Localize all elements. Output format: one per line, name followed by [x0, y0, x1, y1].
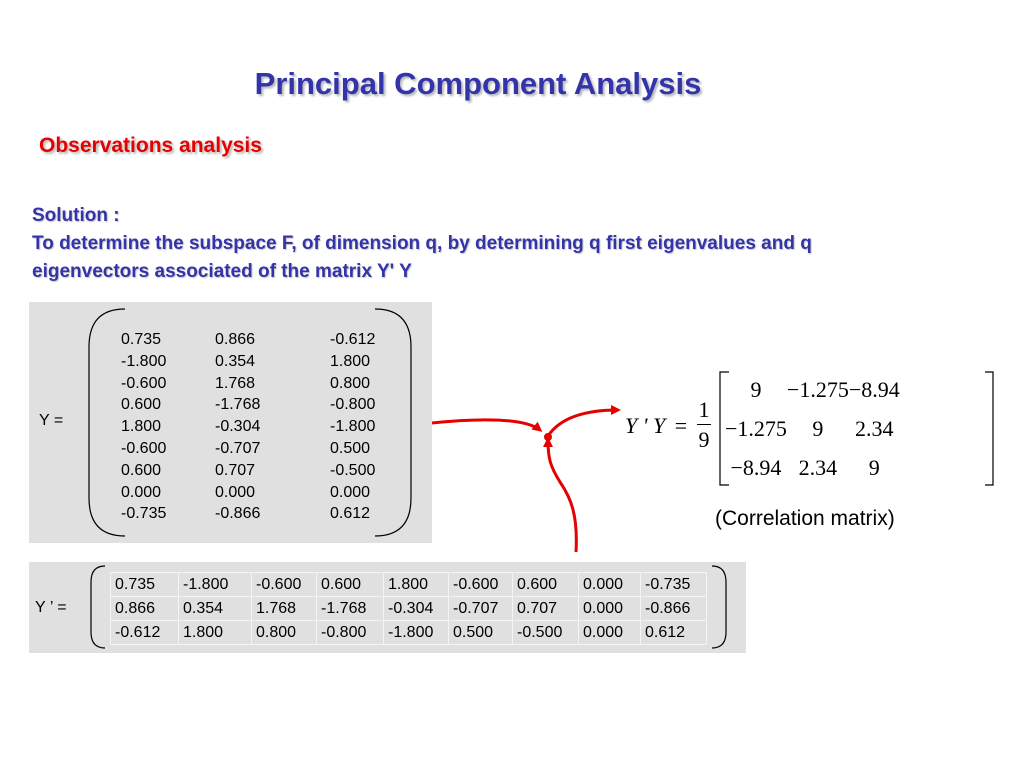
matrix-cell: -0.600: [252, 573, 317, 597]
matrix-cell: 1.800: [179, 621, 252, 645]
matrix-cell: 1.768: [252, 597, 317, 621]
matrix-cell: -1.800: [330, 418, 376, 436]
matrix-cell: -0.735: [641, 573, 707, 597]
matrix-cell: -1.800: [384, 621, 449, 645]
matrix-cell: 0.800: [252, 621, 317, 645]
matrix-cell: 0.735: [121, 331, 162, 348]
table-row: [725, 370, 900, 409]
matrix-cell: 0.000: [579, 573, 641, 597]
arrow-from-y-transpose-icon: [548, 440, 576, 552]
matrix-cell: -0.304: [215, 418, 261, 436]
matrix-cell: -0.866: [641, 597, 707, 621]
matrix-cell: 0.600: [513, 573, 579, 597]
matrix-cell: -0.735: [121, 505, 167, 523]
matrix-cell: -0.800: [317, 621, 384, 645]
matrix-cell: -0.866: [215, 505, 261, 523]
matrix-cell: -0.600: [121, 374, 167, 392]
matrix-cell: 0.600: [317, 573, 384, 597]
correlation-caption: (Correlation matrix): [715, 507, 895, 530]
arrow-to-correlation-icon: [548, 410, 618, 436]
matrix-cell: 1.800: [121, 418, 162, 436]
matrix-cell: 0.000: [579, 621, 641, 645]
matrix-cell: 0.000: [579, 597, 641, 621]
matrix-cell: 0.500: [330, 439, 371, 457]
matrix-cell: 2.34: [855, 415, 894, 441]
matrix-cell: -0.500: [513, 621, 579, 645]
matrix-cell: 1.800: [384, 573, 449, 597]
matrix-cell: −1.275: [725, 415, 787, 441]
correlation-matrix-table: [725, 370, 900, 487]
fraction-numerator: 1: [698, 397, 710, 422]
matrix-cell: 0.800: [330, 374, 371, 392]
y-transpose-label: Y ’ =: [35, 599, 67, 616]
table-row: [725, 448, 900, 487]
matrix-cell: 1.800: [330, 352, 371, 370]
y-matrix-label: Y =: [39, 412, 64, 429]
matrix-cell: 0.866: [111, 597, 179, 621]
matrix-cell: 9: [750, 376, 762, 402]
matrix-cell: 0.500: [449, 621, 513, 645]
matrix-cell: 0.354: [179, 597, 252, 621]
fraction-denominator: 9: [698, 427, 710, 452]
matrix-cell: −1.275: [786, 376, 849, 402]
matrix-cell: −8.94: [848, 376, 900, 402]
right-bracket-icon: [985, 372, 993, 485]
matrix-cell: 9: [812, 415, 824, 441]
solution-label: Solution :: [32, 205, 120, 226]
matrix-cell: 0.866: [215, 331, 256, 348]
matrix-cell: 0.600: [121, 461, 162, 479]
arrow-from-y-icon: [432, 420, 540, 430]
matrix-cell: -0.304: [384, 597, 449, 621]
arrow-junction-dot-icon: [544, 433, 552, 441]
matrix-cell: 0.000: [215, 483, 256, 501]
matrix-cell: -0.707: [449, 597, 513, 621]
solution-line-1: To determine the subspace F, of dimension q, by determining q first eigenvalues and q: [32, 233, 812, 254]
matrix-cell: -0.500: [330, 461, 376, 479]
matrix-cell: 0.600: [121, 396, 162, 414]
matrix-cell: −8.94: [730, 454, 782, 480]
correlation-lhs-expr: Y ' Y: [625, 413, 666, 438]
matrix-cell: -0.612: [330, 331, 376, 348]
matrix-cell: -1.800: [121, 352, 167, 370]
matrix-cell: -0.707: [215, 439, 261, 457]
solution-line-2: eigenvectors associated of the matrix Y' Y: [32, 261, 412, 282]
matrix-cell: 0.735: [111, 573, 179, 597]
matrix-cell: -1.768: [317, 597, 384, 621]
equals-sign: =: [674, 413, 688, 438]
matrix-cell: 0.612: [330, 505, 371, 523]
matrix-cell: 0.000: [121, 483, 162, 501]
matrix-cell: -1.768: [215, 396, 261, 414]
matrix-cell: -0.612: [111, 621, 179, 645]
matrix-cell: -1.800: [179, 573, 252, 597]
slide-title: Principal Component Analysis: [254, 66, 702, 101]
matrix-cell: -0.800: [330, 396, 376, 414]
matrix-cell: -0.600: [121, 439, 167, 457]
slide-subtitle: Observations analysis: [39, 134, 262, 157]
matrix-cell: 2.34: [798, 454, 838, 480]
matrix-cell: 0.707: [215, 461, 256, 479]
matrix-cell: 9: [868, 454, 880, 480]
matrix-cell: 0.612: [641, 621, 707, 645]
matrix-cell: 0.000: [330, 483, 371, 501]
table-row: [725, 409, 900, 448]
matrix-cell: 1.768: [215, 374, 256, 392]
matrix-cell: -0.600: [449, 573, 513, 597]
matrix-cell: 0.354: [215, 352, 256, 370]
matrix-cell: 0.707: [513, 597, 579, 621]
